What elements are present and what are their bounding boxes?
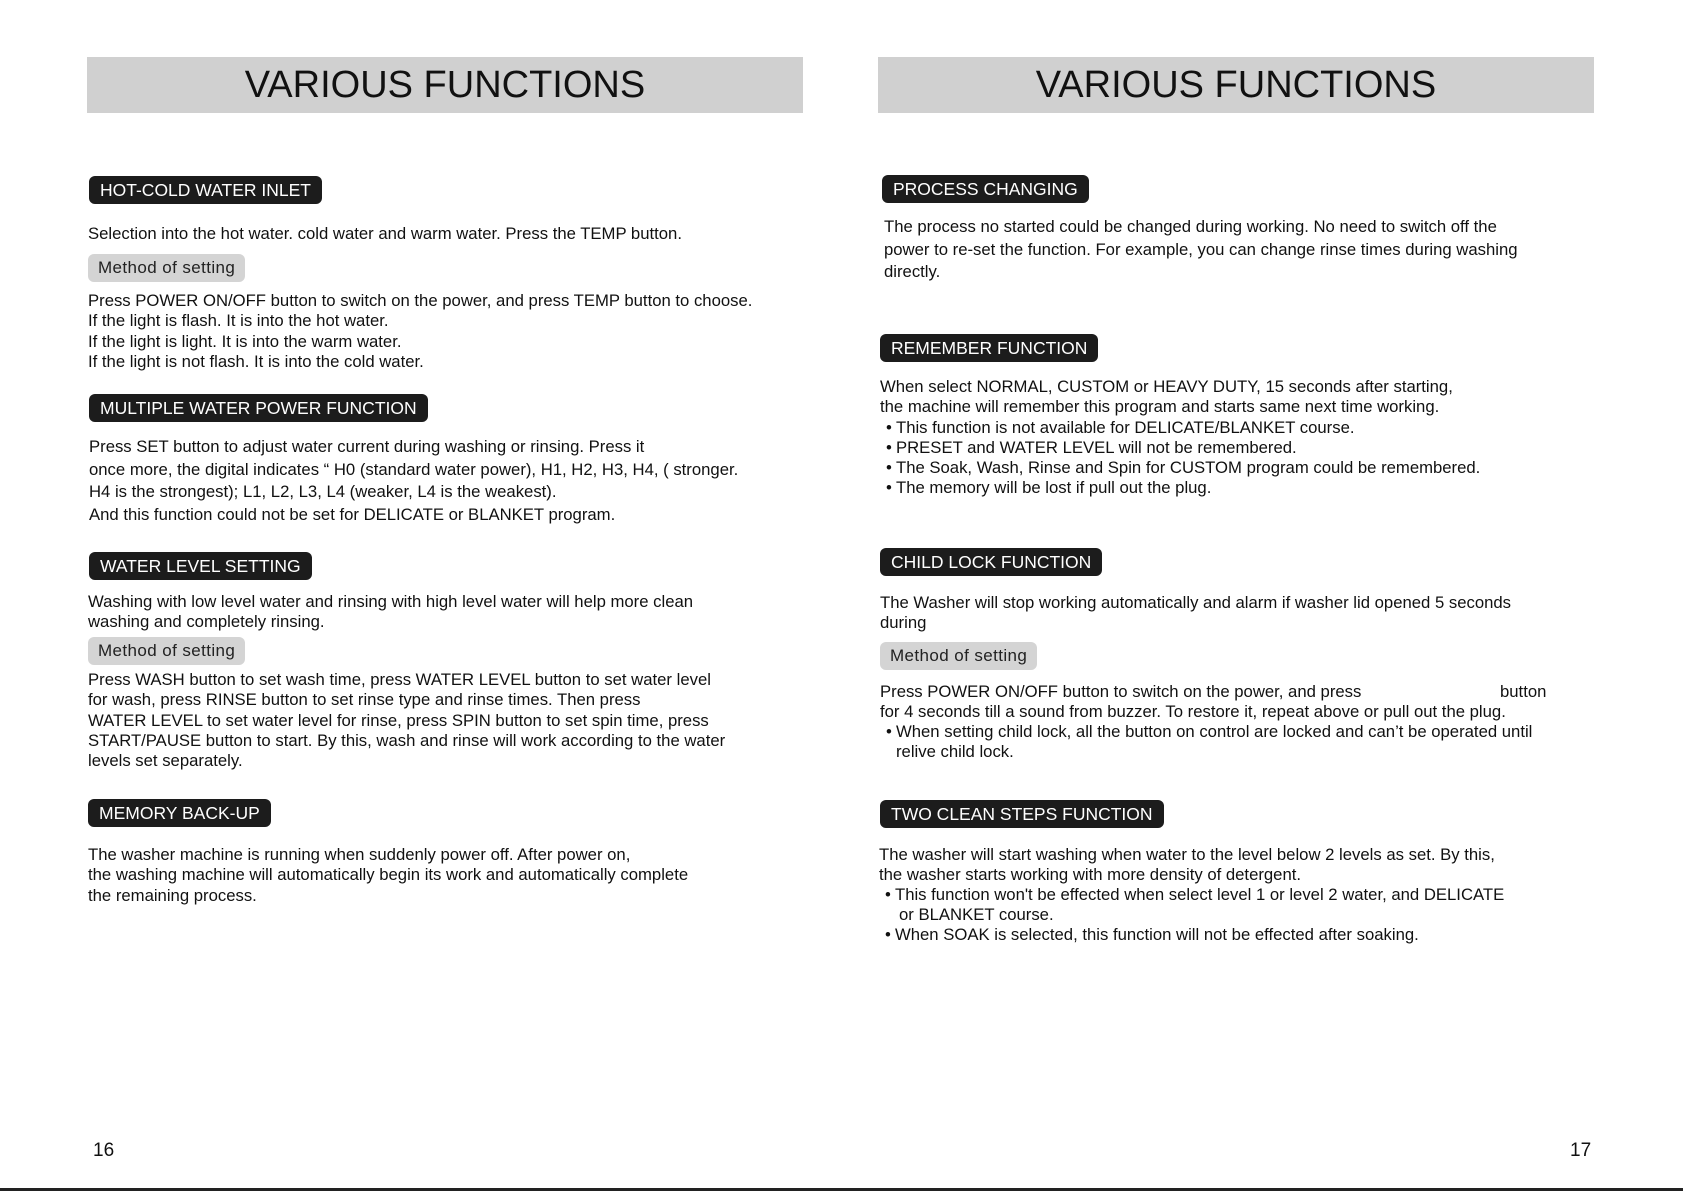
two-clean-bullet-2: • When SOAK is selected, this function will not be effected after soaking. <box>885 925 1419 944</box>
heading-multiple-water-power: MULTIPLE WATER POWER FUNCTION <box>89 394 428 422</box>
remember-bullet-2: • PRESET and WATER LEVEL will not be remembered. <box>886 438 1297 457</box>
water-level-body: Press WASH button to set wash time, press WATER LEVEL button to set water level for wash, press RINSE button to set rinse type and rinse times. Then press WATER LEVEL to set water level for rinse, press SPIN button to set spin time, press START/PAUSE button to start. By this, wash and rinse will work according to the water levels set separately. <box>88 670 726 771</box>
child-lock-bullet-continuation: relive child lock. <box>896 742 1014 761</box>
page-title: VARIOUS FUNCTIONS <box>87 57 803 113</box>
multiple-water-power-body: Press SET button to adjust water current during washing or rinsing. Press it once more, the digital indicates “ H0 (standard water power), H1, H2, H3, H4, ( stronger. H4 is the strongest); L1, L2, L3, L4 (weaker, L4 is the weakest). And this function could not be set for DELICATE or BLANKET program. <box>89 437 739 524</box>
child-lock-body-line-2: for 4 seconds till a sound from buzzer. To restore it, repeat above or pull out the plug. <box>880 702 1506 721</box>
remember-function-body: When select NORMAL, CUSTOM or HEAVY DUTY, 15 seconds after starting, the machine will remember this program and starts same next time working. <box>880 377 1453 417</box>
heading-remember-function: REMEMBER FUNCTION <box>880 334 1098 362</box>
method-of-setting-label: Method of setting <box>88 637 245 665</box>
page-number: 16 <box>93 1140 115 1161</box>
method-of-setting-label: Method of setting <box>88 254 245 282</box>
remember-bullet-3: • The Soak, Wash, Rinse and Spin for CUSTOM program could be remembered. <box>886 458 1481 477</box>
child-lock-body-line-1-end: button <box>1500 682 1547 701</box>
left-page <box>0 0 820 1191</box>
heading-water-level-setting: WATER LEVEL SETTING <box>89 552 312 580</box>
hot-cold-body: Press POWER ON/OFF button to switch on the power, and press TEMP button to choose. If the light is flash. It is into the hot water. If the light is light. It is into the warm water. If the light is not flash. It is into the cold water. <box>88 291 753 371</box>
child-lock-bullet: • When setting child lock, all the button on control are locked and can’t be operated until <box>886 722 1533 741</box>
heading-hot-cold-water-inlet: HOT-COLD WATER INLET <box>89 176 322 204</box>
heading-memory-back-up: MEMORY BACK-UP <box>88 799 271 827</box>
two-clean-bullet-1: • This function won't be effected when select level 1 or level 2 water, and DELICATE <box>885 885 1505 904</box>
heading-child-lock-function: CHILD LOCK FUNCTION <box>880 548 1102 576</box>
remember-bullet-1: • This function is not available for DELICATE/BLANKET course. <box>886 418 1355 437</box>
process-changing-body: The process no started could be changed during working. No need to switch off the power to re-set the function. For example, you can change rinse times during washing directly. <box>884 217 1518 281</box>
heading-two-clean-steps: TWO CLEAN STEPS FUNCTION <box>880 800 1164 828</box>
child-lock-intro: The Washer will stop working automatically and alarm if washer lid opened 5 seconds during <box>880 593 1512 633</box>
heading-process-changing: PROCESS CHANGING <box>882 175 1089 203</box>
two-clean-bullet-1-continuation: or BLANKET course. <box>899 905 1054 924</box>
remember-bullet-4: • The memory will be lost if pull out the plug. <box>886 478 1212 497</box>
hot-cold-intro: Selection into the hot water. cold water and warm water. Press the TEMP button. <box>88 224 682 243</box>
method-of-setting-label: Method of setting <box>880 642 1037 670</box>
child-lock-body-line-1: Press POWER ON/OFF button to switch on the power, and press <box>880 682 1362 701</box>
page-number: 17 <box>1570 1140 1592 1161</box>
right-page <box>820 0 1640 1191</box>
memory-back-up-body: The washer machine is running when suddenly power off. After power on, the washing machine will automatically begin its work and automatically complete the remaining process. <box>88 845 689 905</box>
two-clean-body: The washer will start washing when water to the level below 2 levels as set. By this, the washer starts working with more density of detergent. <box>879 845 1495 885</box>
page-title: VARIOUS FUNCTIONS <box>878 57 1594 113</box>
water-level-intro: Washing with low level water and rinsing with high level water will help more clean washing and completely rinsing. <box>88 592 694 632</box>
